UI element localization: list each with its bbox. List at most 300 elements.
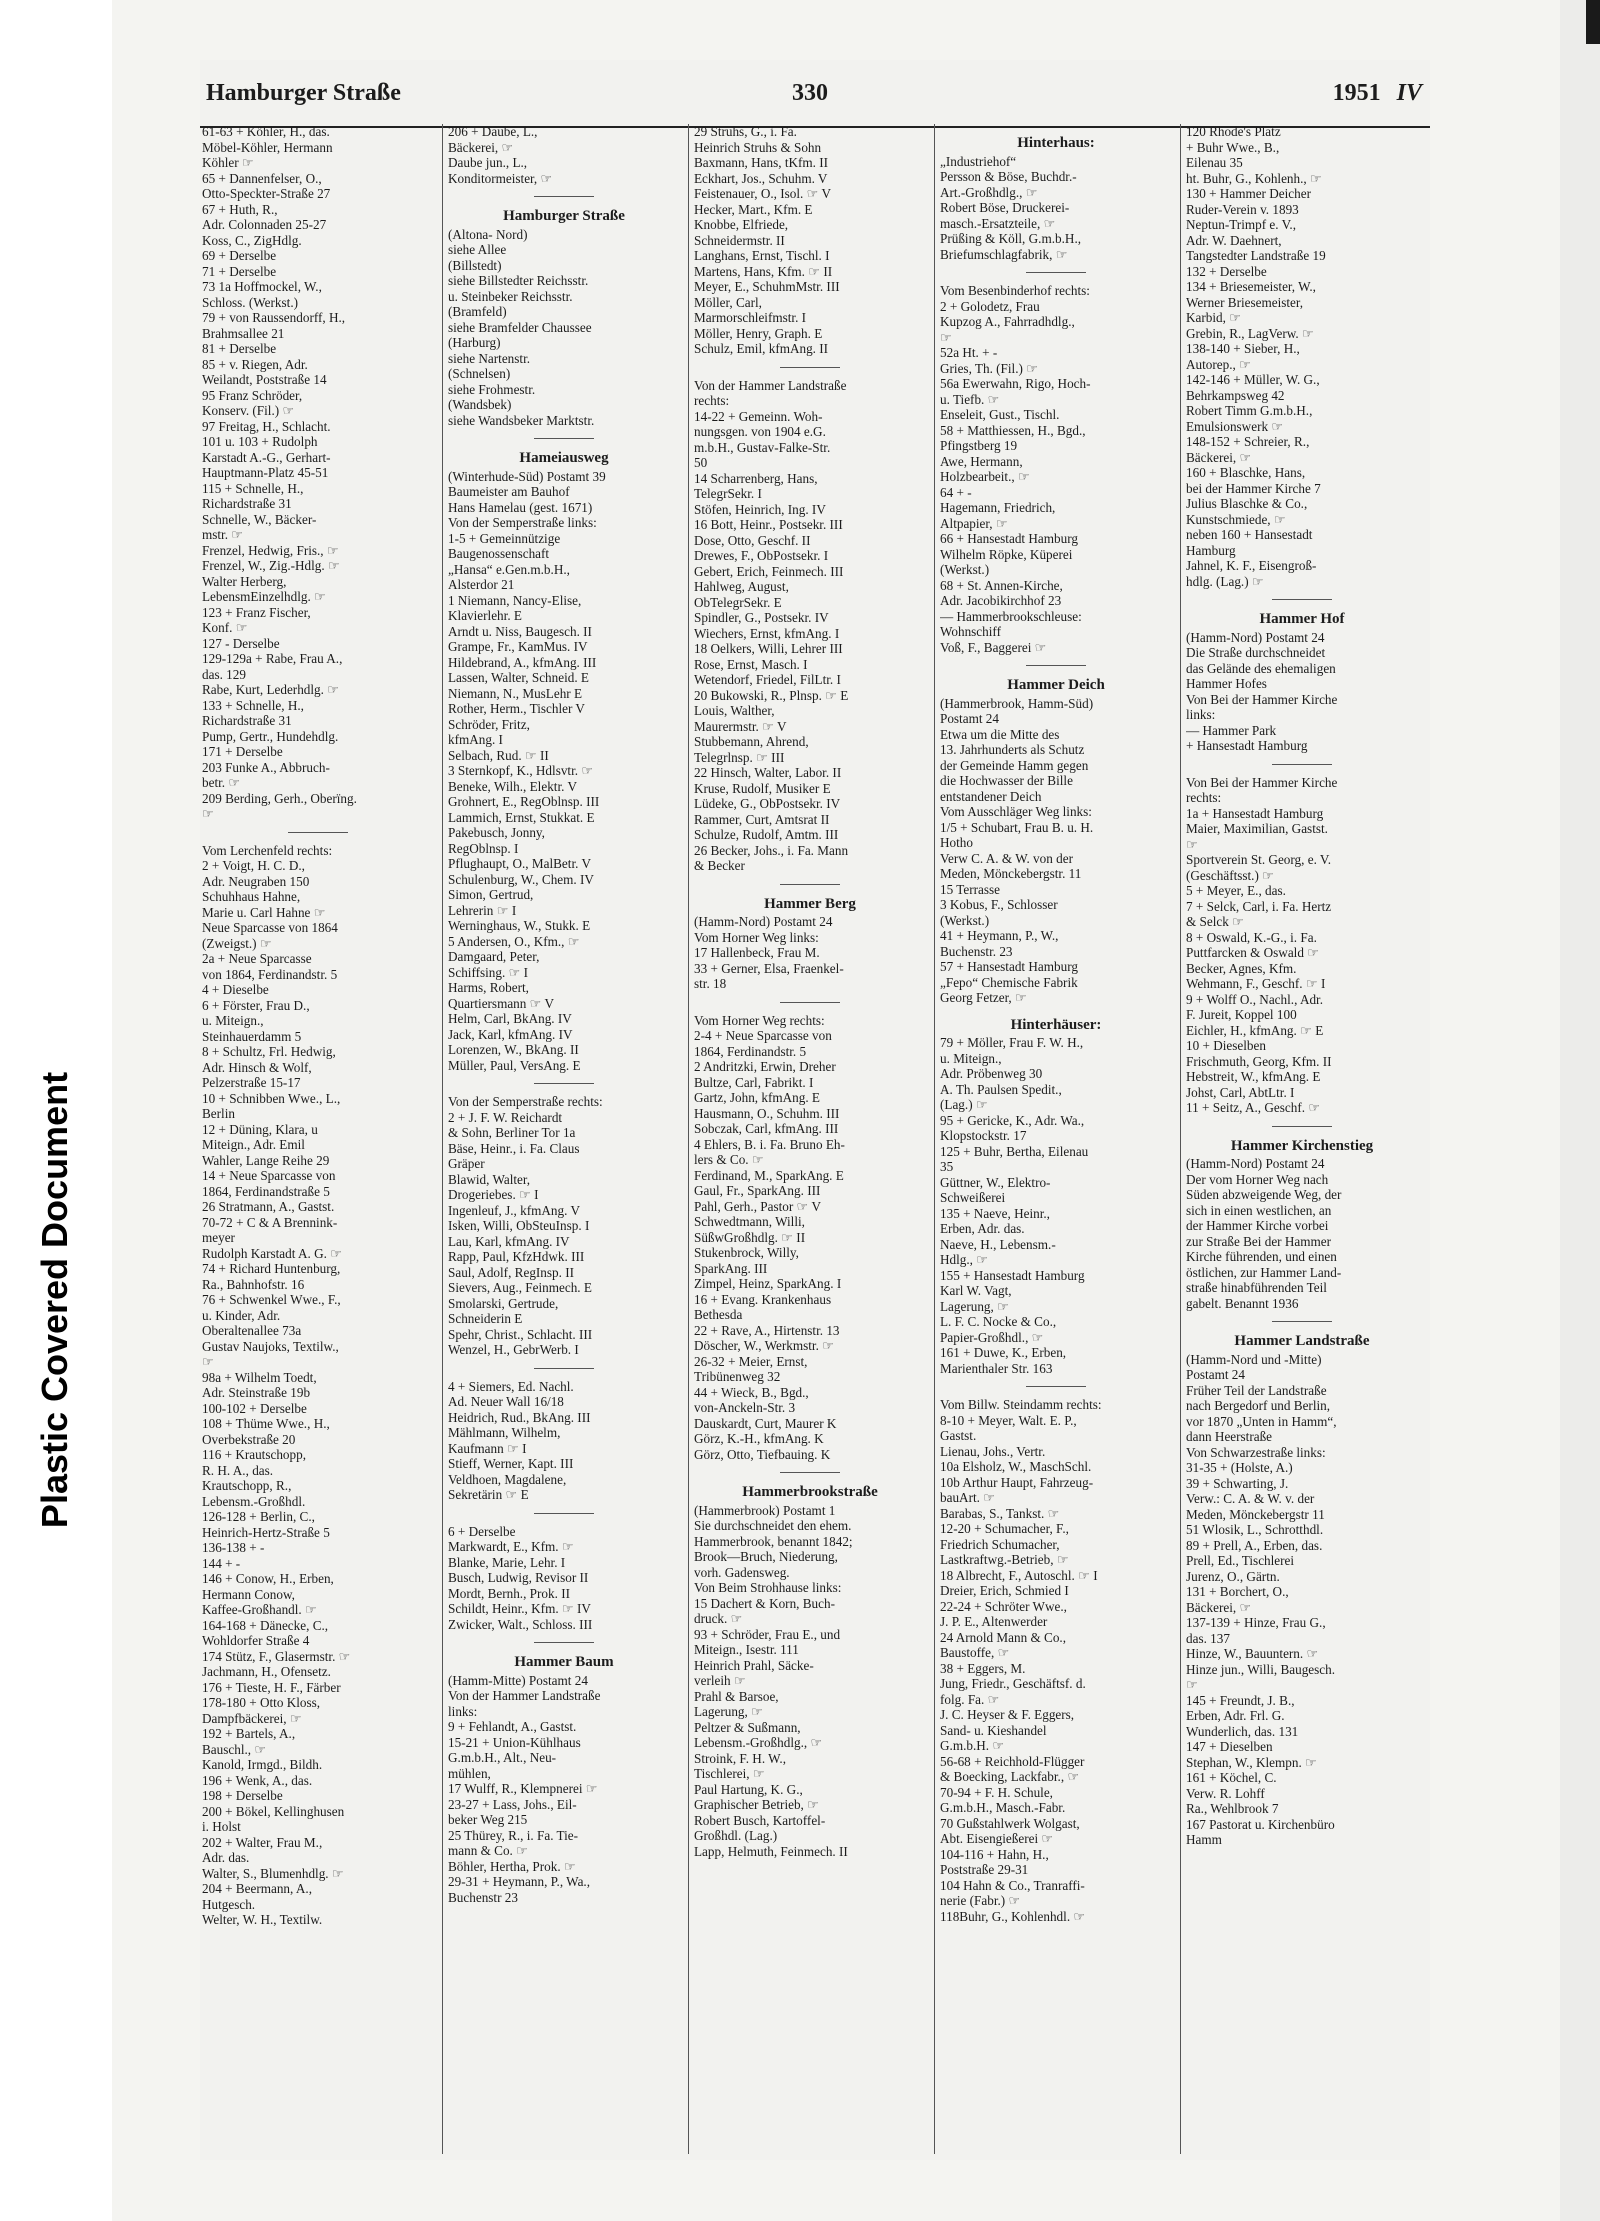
directory-entry: Möller, Henry, Graph. E <box>694 325 823 341</box>
directory-entry: + Buhr Wwe., B., <box>1186 139 1280 155</box>
directory-entry: Eilenau 35 <box>1186 155 1243 170</box>
directory-entry: 2 + Golodetz, Frau <box>940 298 1040 314</box>
directory-entry: Kruse, Rudolf, Musiker E <box>694 780 831 796</box>
directory-entry: Vom Billw. Steindamm rechts: <box>940 1397 1102 1412</box>
directory-entry: (Harburg) <box>448 335 501 350</box>
directory-entry: (Zweigst.) ☞ <box>202 935 272 951</box>
directory-entry: der Hammer Kirche vorbei <box>1186 1218 1329 1233</box>
directory-entry: 35 <box>940 1159 954 1174</box>
directory-entry: Verw.: C. A. & W. v. der <box>1186 1491 1315 1506</box>
directory-entry: Brook—Bruch, Niederung, <box>694 1549 838 1564</box>
directory-entry: Schulenburg, W., Chem. IV <box>448 871 594 887</box>
directory-entry: Von Schwarzestraße links: <box>1186 1444 1326 1460</box>
directory-entry: Frenzel, Hedwig, Fris., ☞ <box>202 542 339 558</box>
directory-entry: 144 + - <box>202 1555 241 1571</box>
directory-entry: östlichen, zur Hammer Land- <box>1186 1264 1342 1280</box>
directory-entry: 133 + Schnelle, H., <box>202 697 304 713</box>
directory-entry: Ad. Neuer Wall 16/18 <box>448 1394 564 1409</box>
directory-entry: Adr. Neugraben 150 <box>202 873 310 889</box>
directory-entry: 12 + Düning, Klara, u <box>202 1121 318 1137</box>
directory-entry: (Werkst.) <box>940 562 990 577</box>
directory-entry: 68 + St. Annen-Kirche, <box>940 577 1063 593</box>
column-5 <box>1186 124 1418 1848</box>
directory-entry: 161 + Duwe, K., Erben, <box>940 1345 1067 1360</box>
directory-entry: Von Bei der Hammer Kirche <box>1186 691 1338 707</box>
directory-entry: Hinze, W., Bauuntern. ☞ <box>1186 1646 1319 1661</box>
directory-entry: die Hochwasser der Bille <box>940 773 1073 788</box>
directory-entry: J. P. E., Altenwerder <box>940 1614 1048 1629</box>
directory-entry: Kaufmann ☞ I <box>448 1440 527 1456</box>
directory-entry: 97 Freitag, H., Schlacht. <box>202 418 331 434</box>
directory-entry: (Werkst.) <box>940 912 990 928</box>
directory-entry: Louis, Walther, <box>694 703 775 718</box>
directory-entry: Döscher, W., Werkmstr. ☞ <box>694 1338 835 1353</box>
scan-edge-bar <box>1586 0 1600 44</box>
directory-entry: Art.-Großhdlg., ☞ <box>940 184 1038 200</box>
directory-entry: Pflughaupt, O., MalBetr. V <box>448 856 591 871</box>
directory-entry: Verw C. A. & W. von der <box>940 850 1073 866</box>
directory-entry: Welter, W. H., Textilw. <box>202 1912 323 1927</box>
directory-entry: Bäckerei, ☞ <box>1186 449 1252 465</box>
directory-entry: 14-22 + Gemeinn. Woh- <box>694 408 823 424</box>
directory-entry: 5 + Meyer, E., das. <box>1186 883 1286 898</box>
directory-entry: 15 Terrasse <box>940 881 1000 897</box>
directory-entry: hdlg. (Lag.) ☞ <box>1186 573 1264 589</box>
directory-entry: 142-146 + Müller, W. G., <box>1186 372 1320 387</box>
directory-entry: 137-139 + Hinze, Frau G., <box>1186 1615 1326 1630</box>
directory-entry: Karstadt A.-G., Gerhart- <box>202 449 331 465</box>
directory-entry: 160 + Blaschke, Hans, <box>1186 465 1306 480</box>
street-heading: Hinterhaus: <box>1017 136 1095 151</box>
directory-entry: 8 + Oswald, K.-G., i. Fa. <box>1186 929 1317 945</box>
directory-entry: Langhans, Ernst, Tischl. I <box>694 248 830 263</box>
directory-entry: Buchenstr. 23 <box>940 943 1013 959</box>
street-heading: Hammer Berg <box>764 896 856 912</box>
directory-entry: straße hinabführenden Teil <box>1186 1280 1327 1295</box>
directory-entry: Müller, Paul, VersAng. E <box>448 1057 581 1073</box>
directory-entry: 7 + Selck, Carl, i. Fa. Hertz <box>1186 898 1332 914</box>
directory-entry: 4 Ehlers, B. i. Fa. Bruno Eh- <box>694 1136 845 1152</box>
directory-entry: 14 Scharrenberg, Hans, <box>694 470 818 486</box>
directory-entry: Lehrerin ☞ I <box>448 902 517 918</box>
directory-entry: 174 Stütz, F., Glasermstr. ☞ <box>202 1648 351 1664</box>
directory-entry: der Gemeinde Hamm gegen <box>940 757 1089 773</box>
directory-entry: das Gelände des ehemaligen <box>1186 660 1336 676</box>
directory-entry: Altpapier, ☞ <box>940 515 1008 531</box>
directory-entry: Ra., Wehlbrook 7 <box>1186 1801 1279 1816</box>
directory-entry: 5 Andersen, O., Kfm., ☞ <box>448 933 580 949</box>
directory-entry: 17 Wulff, R., Klempnerei ☞ <box>448 1781 598 1796</box>
directory-entry: Verw. R. Lohff <box>1186 1785 1265 1801</box>
section-divider <box>1026 1386 1086 1387</box>
directory-entry: 10 + Dieselben <box>1186 1038 1266 1053</box>
directory-entry: Gartz, John, kfmAng. E <box>694 1090 820 1105</box>
directory-entry: ObTelegrSekr. E <box>694 594 782 610</box>
directory-entry: Brahmsallee 21 <box>202 325 285 341</box>
section-divider <box>534 438 594 439</box>
directory-entry: Lapp, Helmuth, Feinmech. II <box>694 1843 848 1859</box>
directory-entry: SüßwGroßhdlg. ☞ II <box>694 1229 806 1245</box>
directory-entry: 132 + Derselbe <box>1186 263 1267 279</box>
directory-entry: Von der Hammer Landstraße <box>694 377 847 393</box>
section-divider <box>1026 665 1086 666</box>
directory-entry: Möbel-Köhler, Hermann <box>202 139 333 155</box>
directory-entry: Adr. W. Daehnert, <box>1186 232 1282 248</box>
directory-entry: Wohnschiff <box>940 624 1001 639</box>
directory-entry: Hutgesch. <box>202 1896 256 1912</box>
directory-entry: vor 1870 „Unten in Hamm“, <box>1186 1413 1337 1429</box>
directory-entry: L. F. C. Nocke & Co., <box>940 1314 1057 1329</box>
directory-entry: 74 + Richard Huntenburg, <box>202 1261 341 1276</box>
directory-entry: Overbekstraße 20 <box>202 1431 296 1447</box>
directory-entry: Schloss. (Werkst.) <box>202 294 299 310</box>
directory-entry: Grohnert, E., RegOblnsp. III <box>448 794 600 809</box>
directory-entry: LebensmEinzelhdlg. ☞ <box>202 589 326 604</box>
side-stamp <box>20 1000 90 1600</box>
directory-entry: Kanold, Irmgd., Bildh. <box>202 1757 323 1772</box>
directory-entry: 2-4 + Neue Sparcasse von <box>694 1028 832 1043</box>
directory-entry: 192 + Bartels, A., <box>202 1726 296 1741</box>
directory-entry: Johst, Carl, AbtLtr. I <box>1186 1084 1295 1100</box>
directory-entry: 38 + Eggers, M. <box>940 1660 1026 1676</box>
directory-entry: Richardstraße 31 <box>202 496 292 511</box>
directory-entry: Persson & Böse, Buchdr.- <box>940 169 1077 184</box>
directory-entry: Görz, Otto, Tiefbauing. K <box>694 1446 831 1462</box>
section-divider <box>288 832 348 833</box>
directory-entry: 164-168 + Dänecke, C., <box>202 1617 329 1633</box>
directory-entry: Kunstschmiede, ☞ <box>1186 511 1286 527</box>
directory-entry: Die Straße durchschneidet <box>1186 645 1326 660</box>
section-divider <box>534 1513 594 1514</box>
directory-entry: Etwa um die Mitte des <box>940 726 1060 742</box>
directory-entry: Sportverein St. Georg, e. V. <box>1186 852 1332 867</box>
directory-entry: 6 + Derselbe <box>448 1523 516 1539</box>
directory-entry: Gustav Naujoks, Textilw., <box>202 1338 339 1354</box>
directory-entry: mstr. ☞ <box>202 527 244 542</box>
directory-entry: Karl W. Vagt, <box>940 1283 1012 1298</box>
directory-entry: & Sohn, Berliner Tor 1a <box>448 1125 576 1140</box>
directory-entry: SparkAng. III <box>694 1260 768 1276</box>
directory-entry: 10a Elsholz, W., MaschSchl. <box>940 1459 1092 1474</box>
directory-entry: Wehmann, F., Geschf. ☞ I <box>1186 976 1326 991</box>
directory-entry: Schildt, Heinr., Kfm. ☞ IV <box>448 1601 591 1616</box>
directory-entry: Enseleit, Gust., Tischl. <box>940 407 1060 422</box>
directory-entry: 116 + Krautschopp, <box>202 1447 307 1462</box>
street-heading: Hammer Hof <box>1259 612 1345 627</box>
directory-entry: Puttfarcken & Oswald ☞ <box>1186 945 1320 960</box>
directory-entry: Lassen, Walter, Schneid. E <box>448 670 589 685</box>
directory-entry: Bauschl., ☞ <box>202 1741 267 1757</box>
directory-entry: Jachmann, H., Ofensetz. <box>202 1664 331 1679</box>
directory-entry: Krautschopp, R., <box>202 1478 292 1493</box>
directory-entry: verleih ☞ <box>694 1673 746 1688</box>
directory-entry: Schulze, Rudolf, Amtm. III <box>694 827 839 842</box>
directory-entry: Frenzel, W., Zig.-Hdlg. ☞ <box>202 558 340 573</box>
directory-entry: Baxmann, Hans, tKfm. II <box>694 155 829 170</box>
directory-entry: (Billstedt) <box>448 257 502 273</box>
directory-entry: bauArt. ☞ <box>940 1490 996 1505</box>
directory-entry: 10 + Schnibben Wwe., L., <box>202 1090 341 1106</box>
directory-entry: 1-5 + Gemeinnützige <box>448 530 561 546</box>
directory-entry: Quartiersmann ☞ V <box>448 995 555 1011</box>
directory-entry: von 1864, Ferdinandstr. 5 <box>202 966 338 982</box>
directory-entry: 33 + Gerner, Elsa, Fraenkel- <box>694 960 844 976</box>
directory-entry: Pahl, Gerh., Pastor ☞ V <box>694 1198 821 1214</box>
directory-entry: Briefumschlagfabrik, ☞ <box>940 246 1068 262</box>
directory-entry: 196 + Wenk, A., das. <box>202 1772 313 1788</box>
street-heading: Hammer Deich <box>1007 678 1105 693</box>
directory-entry: 3 Sternkopf, K., Hdlsvtr. ☞ <box>448 763 594 778</box>
directory-entry: 9 + Fehlandt, A., Gastst. <box>448 1719 577 1734</box>
directory-entry: 1/5 + Schubart, Frau B. u. H. <box>940 819 1094 835</box>
directory-entry: Prahl & Barsoe, <box>694 1688 779 1704</box>
directory-entry: Neptun-Trimpf e. V., <box>1186 217 1297 232</box>
directory-entry: Meden, Mönckebergstr 11 <box>1186 1506 1325 1522</box>
directory-entry: Sand- u. Kieshandel <box>940 1722 1047 1738</box>
directory-entry: (Altona- Nord) <box>448 226 528 242</box>
directory-entry: 2 Andritzki, Erwin, Dreher <box>694 1059 836 1074</box>
directory-entry: 17 Hallenbeck, Frau M. <box>694 945 820 960</box>
directory-entry: 203 Funke A., Abbruch- <box>202 759 330 775</box>
directory-entry: das. 137 <box>1186 1630 1230 1646</box>
directory-entry: 9 + Wolff O., Nachl., Adr. <box>1186 991 1324 1007</box>
directory-entry: 22-24 + Schröter Wwe., <box>940 1598 1067 1614</box>
directory-entry: G.m.b.H., Alt., Neu- <box>448 1750 557 1765</box>
directory-entry: 89 + Prell, A., Erben, das. <box>1186 1537 1323 1553</box>
directory-entry: Werner Briesemeister, <box>1186 294 1304 310</box>
directory-entry: Stroink, F. H. W., <box>694 1750 787 1766</box>
directory-entry: siehe Nartenstr. <box>448 350 531 366</box>
directory-entry: Kaffee-Großhandl. ☞ <box>202 1602 317 1617</box>
directory-entry: Martens, Hans, Kfm. ☞ II <box>694 263 833 279</box>
directory-entry: Knobbe, Elfriede, <box>694 217 789 232</box>
directory-entry: folg. Fa. ☞ <box>940 1691 1000 1707</box>
directory-entry: 79 + von Raussendorff, H., <box>202 310 346 325</box>
directory-entry: von-Anckeln-Str. 3 <box>694 1400 796 1415</box>
header-page-number: 330 <box>792 80 828 106</box>
directory-entry: Julius Blaschke & Co., <box>1186 496 1308 511</box>
directory-entry: Selbach, Rud. ☞ II <box>448 747 549 763</box>
directory-entry: Hamm <box>1186 1832 1222 1847</box>
directory-entry: u. Miteign., <box>940 1050 1002 1066</box>
directory-entry: Drogeriebes. ☞ I <box>448 1187 539 1202</box>
directory-entry: Kirche führenden, und einen <box>1186 1249 1337 1264</box>
directory-entry: Bäckerei, ☞ <box>448 139 514 155</box>
directory-entry: (Hammerbrook) Postamt 1 <box>694 1502 836 1518</box>
directory-entry: Baustoffe, ☞ <box>940 1645 1010 1660</box>
directory-entry: 3 Kobus, F., Schlosser <box>940 897 1058 912</box>
directory-entry: Robert Böse, Druckerei- <box>940 200 1070 215</box>
directory-entry: Konf. ☞ <box>202 620 248 635</box>
directory-entry: Von der Semperstraße links: <box>448 515 597 530</box>
directory-entry: „Industriehof“ <box>940 153 1017 169</box>
directory-entry: rechts: <box>1186 790 1222 805</box>
directory-entry: Markwardt, E., Kfm. ☞ <box>448 1539 574 1554</box>
directory-entry: 20 Bukowski, R., Plnsp. ☞ E <box>694 687 849 703</box>
directory-entry: Gebert, Erich, Feinmech. III <box>694 563 844 579</box>
directory-entry: ht. Buhr, G., Kohlenh., ☞ <box>1186 170 1322 186</box>
directory-entry: 4 + Siemers, Ed. Nachl. <box>448 1378 574 1394</box>
directory-entry: u. Miteign., <box>202 1013 264 1028</box>
directory-entry: Miteign., Isestr. 111 <box>694 1642 799 1657</box>
directory-entry: 1a + Hansestadt Hamburg <box>1186 805 1324 821</box>
directory-entry: 22 + Rave, A., Hirtenstr. 13 <box>694 1322 840 1338</box>
directory-entry: 16 Bott, Heinr., Postsekr. III <box>694 517 843 532</box>
directory-entry: Hans Hamelau (gest. 1671) <box>448 499 593 515</box>
directory-entry: Wahler, Lange Reihe 29 <box>202 1152 330 1168</box>
section-divider <box>534 1083 594 1084</box>
directory-entry: Dreier, Erich, Schmied I <box>940 1583 1069 1598</box>
directory-entry: 79 + Möller, Frau F. W. H., <box>940 1035 1084 1050</box>
directory-entry: Schwedtmann, Willi, <box>694 1214 805 1229</box>
directory-entry: nerie (Fabr.) ☞ <box>940 1893 1021 1908</box>
directory-entry: 70-72 + C & A Brennink- <box>202 1214 338 1230</box>
directory-entry: Steinhauerdamm 5 <box>202 1028 302 1044</box>
column-separator <box>688 124 689 2154</box>
directory-entry: Maurermstr. ☞ V <box>694 718 787 734</box>
directory-entry: RegOblnsp. I <box>448 840 519 856</box>
section-divider <box>1272 599 1332 600</box>
directory-entry: 56a Ewerwahn, Rigo, Hoch- <box>940 376 1091 391</box>
directory-entry: Schuhhaus Hahne, <box>202 889 301 904</box>
directory-entry: 18 Oelkers, Willi, Lehrer III <box>694 641 843 656</box>
directory-entry: Poststraße 29-31 <box>940 1862 1029 1877</box>
directory-entry: Voß, F., Baggerei ☞ <box>940 639 1047 655</box>
directory-entry: & Boecking, Lackfabr., ☞ <box>940 1769 1080 1784</box>
directory-entry: Hebstreit, W., kfmAng. E <box>1186 1069 1321 1084</box>
directory-entry: Pfingstberg 19 <box>940 438 1018 453</box>
directory-entry: Stubbemann, Ahrend, <box>694 734 809 749</box>
directory-entry: Busch, Ludwig, Revisor II <box>448 1570 589 1585</box>
directory-entry: Hermann Conow, <box>202 1586 295 1602</box>
scan-margin-right <box>1560 0 1600 2221</box>
directory-entry: Wiechers, Ernst, kfmAng. I <box>694 625 840 641</box>
section-divider <box>780 1472 840 1473</box>
directory-entry: Wunderlich, das. 131 <box>1186 1723 1299 1739</box>
directory-entry: Adr. Steinstraße 19b <box>202 1385 311 1400</box>
directory-entry: Alsterdor 21 <box>448 577 515 592</box>
directory-entry: 95 + Gericke, K., Adr. Wa., <box>940 1112 1085 1128</box>
directory-entry: Mählmann, Wilhelm, <box>448 1425 561 1440</box>
directory-entry: Lebensm.-Großhdl. <box>202 1493 306 1509</box>
directory-entry: 58 + Matthiessen, H., Bgd., <box>940 422 1086 438</box>
directory-entry: Jung, Friedr., Geschäftsf. d. <box>940 1676 1086 1691</box>
directory-entry: — Hammerbrookschleuse: <box>940 608 1082 624</box>
directory-entry: Von der Semperstraße rechts: <box>448 1094 603 1109</box>
directory-entry: Lagerung, ☞ <box>694 1704 763 1719</box>
directory-entry: Gastst. <box>940 1428 977 1443</box>
directory-entry: Becker, Agnes, Kfm. <box>1186 960 1297 976</box>
directory-entry: Hdlg., ☞ <box>940 1252 989 1267</box>
directory-entry: 118Buhr, G., Kohlenhdl. ☞ <box>940 1908 1086 1924</box>
directory-entry: Niemann, N., MusLehr E <box>448 685 583 701</box>
directory-entry: 56-68 + Reichhold-Flügger <box>940 1753 1085 1769</box>
directory-entry: Meyer, E., SchuhmMstr. III <box>694 279 840 294</box>
directory-entry: 14 + Neue Sparcasse von <box>202 1168 336 1183</box>
directory-entry: Wetendorf, Friedel, FilLtr. I <box>694 672 841 687</box>
directory-entry: 178-180 + Otto Kloss, <box>202 1695 321 1710</box>
directory-entry: Spehr, Christ., Schlacht. III <box>448 1326 593 1342</box>
directory-entry: Sievers, Aug., Feinmech. E <box>448 1280 592 1295</box>
directory-entry: Görz, K.-H., kfmAng. K <box>694 1431 824 1446</box>
directory-entry: mann & Co. ☞ <box>448 1843 528 1858</box>
section-divider <box>1026 272 1086 273</box>
directory-entry: 11 + Seitz, A., Geschf. ☞ <box>1186 1100 1321 1115</box>
directory-entry: Von Beim Strohhause links: <box>694 1580 842 1595</box>
directory-entry: 206 + Daube, L., <box>448 124 538 139</box>
section-divider <box>780 884 840 885</box>
directory-entry: 104 Hahn & Co., Tranraffi- <box>940 1877 1085 1893</box>
directory-entry: 22 Hinsch, Walter, Labor. II <box>694 765 842 780</box>
section-divider <box>1272 764 1332 765</box>
directory-entry: 209 Berding, Gerh., Oberïng. <box>202 790 357 806</box>
directory-entry: Barabas, S., Tankst. ☞ <box>940 1505 1060 1521</box>
directory-entry: Rose, Ernst, Masch. I <box>694 656 808 672</box>
directory-entry: 1864, Ferdinandstr. 5 <box>694 1043 807 1059</box>
column-separator <box>934 124 935 2154</box>
directory-entry: 134 + Briesemeister, W., <box>1186 279 1316 294</box>
directory-entry: R. H. A., das. <box>202 1462 274 1478</box>
directory-entry: 57 + Hansestadt Hamburg <box>940 959 1078 974</box>
directory-entry: 115 + Schnelle, H., <box>202 480 304 496</box>
directory-entry: 16 + Evang. Krankenhaus <box>694 1291 832 1307</box>
directory-entry: Prüßing & Köll, G.m.b.H., <box>940 231 1082 246</box>
page-header <box>200 76 1430 116</box>
directory-entry: 146 + Conow, H., Erben, <box>202 1571 334 1586</box>
directory-entry: 147 + Dieselben <box>1186 1739 1273 1754</box>
directory-entry: 67 + Huth, R., <box>202 201 278 217</box>
directory-entry: Köhler ☞ <box>202 155 254 170</box>
directory-entry: Grampe, Fr., KamMus. IV <box>448 639 588 654</box>
directory-entry: Rudolph Karstadt A. G. ☞ <box>202 1245 343 1261</box>
directory-entry: Behrkampsweg 42 <box>1186 387 1285 403</box>
directory-entry: Zwicker, Walt., Schloss. III <box>448 1616 593 1632</box>
directory-entry: 145 + Freundt, J. B., <box>1186 1692 1295 1708</box>
directory-entry: Pelzerstraße 15-17 <box>202 1075 301 1090</box>
directory-entry: Grebin, R., LagVerw. ☞ <box>1186 325 1314 341</box>
directory-entry: 66 + Hansestadt Hamburg <box>940 531 1078 546</box>
directory-entry: 204 + Beermann, A., <box>202 1881 312 1896</box>
directory-entry: 18 Albrecht, F., Autoschl. ☞ I <box>940 1567 1098 1583</box>
directory-entry: Friedrich Schumacher, <box>940 1536 1060 1552</box>
directory-entry: Heidrich, Rud., BkAng. III <box>448 1409 591 1425</box>
directory-entry: (Schnelsen) <box>448 366 511 381</box>
directory-entry: 64 + - <box>940 484 972 500</box>
street-heading: Hameiausweg <box>519 451 609 466</box>
directory-entry: Bäckerei, ☞ <box>1186 1599 1252 1615</box>
directory-entry: 135 + Naeve, Heinr., <box>940 1205 1050 1221</box>
directory-entry: Von der Hammer Landstraße <box>448 1688 601 1703</box>
directory-entry: 52a Ht. + - <box>940 345 998 360</box>
directory-entry: Adr. Pröbenweg 30 <box>940 1066 1043 1081</box>
directory-entry: A. Th. Paulsen Spedit., <box>940 1081 1062 1097</box>
directory-page <box>200 60 1430 2160</box>
directory-entry: Helm, Carl, BkAng. IV <box>448 1011 572 1026</box>
directory-entry: 131 + Borchert, O., <box>1186 1584 1289 1599</box>
directory-entry: Adr. das. <box>202 1850 250 1865</box>
directory-entry: Stöfen, Heinrich, Ing. IV <box>694 501 826 517</box>
directory-entry: — Hammer Park <box>1186 722 1277 738</box>
directory-entry: Papier-Großhdl., ☞ <box>940 1329 1044 1345</box>
directory-entry: Naeve, H., Lebensm.- <box>940 1236 1056 1252</box>
directory-entry: Ferdinand, M., SparkAng. E <box>694 1167 844 1183</box>
directory-entry: Gries, Th. (Fil.) ☞ <box>940 360 1039 376</box>
street-heading: Hammerbrookstraße <box>742 1485 878 1500</box>
directory-entry: & Becker <box>694 858 745 873</box>
directory-entry: Von Bei der Hammer Kirche <box>1186 774 1338 790</box>
directory-entry: Der vom Horner Weg nach <box>1186 1171 1329 1187</box>
directory-entry: 70 Gußstahlwerk Wolgast, <box>940 1815 1080 1831</box>
